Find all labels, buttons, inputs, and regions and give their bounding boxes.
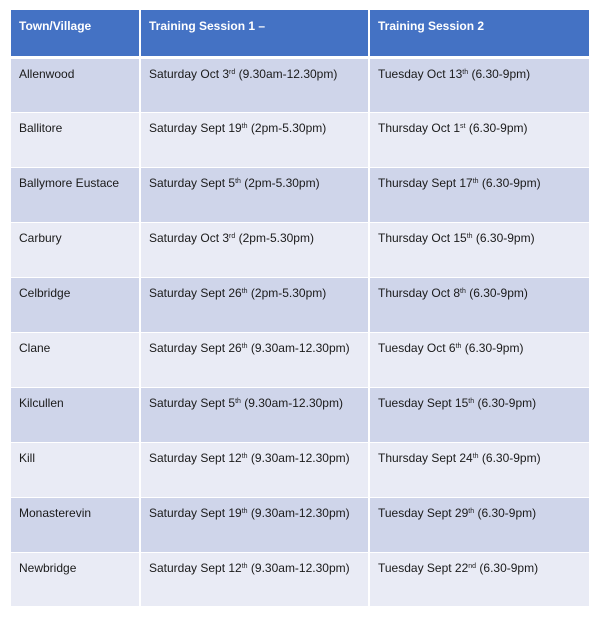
session-date-text: Saturday Sept 5 (149, 395, 236, 410)
session-date-text: Saturday Sept 26 (149, 340, 242, 355)
ordinal-suffix: th (460, 287, 466, 295)
session-time-text: (9.30am-12.30pm) (247, 560, 350, 575)
table-row (11, 442, 589, 497)
training-session-1-cell (140, 277, 369, 332)
training-session-1-cell (140, 57, 369, 112)
table-row (11, 332, 589, 387)
table-row (11, 112, 589, 167)
session-date-text: Tuesday Oct 6 (378, 340, 456, 355)
session-time-text: (9.30am-12.30pm) (235, 66, 338, 81)
ordinal-suffix: th (241, 342, 248, 350)
table-row (11, 552, 589, 606)
table-row (11, 167, 589, 222)
ordinal-suffix: rd (229, 68, 236, 76)
session-date-text: Tuesday Oct 13 (378, 66, 463, 81)
training-session-2-cell (369, 222, 589, 277)
session-time-text: (6.30-9pm) (474, 505, 537, 520)
town-village-cell: Monasterevin (11, 497, 140, 552)
header-training-session-1: Training Session 1 – (140, 10, 369, 57)
session-time-text: (6.30-9pm) (476, 560, 539, 575)
session-date-text: Saturday Sept 5 (149, 175, 236, 190)
town-village-cell: Allenwood (11, 57, 140, 112)
training-session-2-cell (369, 277, 589, 332)
training-schedule-table (11, 10, 589, 607)
session-time-text: (6.30-9pm) (474, 395, 537, 410)
ordinal-suffix: th (462, 68, 469, 76)
town-village-cell: Celbridge (11, 277, 140, 332)
town-village-cell: Kill (11, 442, 140, 497)
table-body (11, 57, 589, 606)
session-time-text: (9.30am-12.30pm) (247, 450, 350, 465)
ordinal-suffix: rd (229, 232, 236, 240)
session-time-text: (6.30-9pm) (472, 230, 535, 245)
session-date-text: Tuesday Sept 22 (378, 560, 469, 575)
table-header-row (11, 10, 589, 57)
table-row (11, 387, 589, 442)
training-session-2-cell (369, 497, 589, 552)
ordinal-suffix: th (235, 397, 241, 405)
ordinal-suffix: th (235, 177, 241, 185)
training-session-1-cell (140, 167, 369, 222)
session-date-text: Thursday Sept 17 (378, 175, 473, 190)
session-time-text: (9.30am-12.30pm) (240, 395, 343, 410)
session-time-text: (6.30-9pm) (461, 340, 524, 355)
training-session-1-cell (140, 387, 369, 442)
training-session-1-cell (140, 332, 369, 387)
training-session-1-cell (140, 552, 369, 606)
training-session-2-cell (369, 57, 589, 112)
session-time-text: (2pm-5.30pm) (240, 175, 320, 190)
session-time-text: (2pm-5.30pm) (235, 230, 314, 245)
session-time-text: (6.30-9pm) (478, 175, 541, 190)
header-training-session-2: Training Session 2 (369, 10, 589, 57)
table-row (11, 222, 589, 277)
session-time-text: (6.30-9pm) (465, 285, 528, 300)
session-time-text: (2pm-5.30pm) (247, 285, 327, 300)
session-time-text: (2pm-5.30pm) (247, 120, 327, 135)
training-session-2-cell (369, 442, 589, 497)
town-village-cell: Ballitore (11, 112, 140, 167)
session-date-text: Tuesday Sept 15 (378, 395, 469, 410)
training-session-2-cell (369, 552, 589, 606)
town-village-cell: Clane (11, 332, 140, 387)
town-village-cell: Kilcullen (11, 387, 140, 442)
table-row (11, 277, 589, 332)
ordinal-suffix: st (460, 122, 466, 130)
table-row (11, 497, 589, 552)
ordinal-suffix: th (468, 397, 475, 405)
training-session-2-cell (369, 167, 589, 222)
training-session-1-cell (140, 112, 369, 167)
session-date-text: Saturday Sept 12 (149, 450, 242, 465)
table-row (11, 57, 589, 112)
ordinal-suffix: th (472, 452, 479, 460)
training-session-2-cell (369, 112, 589, 167)
session-time-text: (6.30-9pm) (465, 120, 528, 135)
ordinal-suffix: th (466, 232, 473, 240)
ordinal-suffix: th (472, 177, 479, 185)
ordinal-suffix: th (468, 507, 475, 515)
session-date-text: Thursday Oct 8 (378, 285, 461, 300)
ordinal-suffix: th (241, 452, 248, 460)
session-date-text: Saturday Sept 19 (149, 120, 242, 135)
ordinal-suffix: th (241, 122, 248, 130)
session-time-text: (9.30am-12.30pm) (247, 340, 350, 355)
session-date-text: Thursday Oct 15 (378, 230, 467, 245)
town-village-cell: Ballymore Eustace (11, 167, 140, 222)
training-session-1-cell (140, 442, 369, 497)
ordinal-suffix: th (241, 507, 248, 515)
session-date-text: Thursday Sept 24 (378, 450, 473, 465)
session-date-text: Tuesday Sept 29 (378, 505, 469, 520)
session-date-text: Saturday Oct 3 (149, 230, 230, 245)
session-date-text: Saturday Oct 3 (149, 66, 230, 81)
session-date-text: Saturday Sept 26 (149, 285, 242, 300)
session-date-text: Saturday Sept 19 (149, 505, 242, 520)
training-session-2-cell (369, 387, 589, 442)
session-date-text: Thursday Oct 1 (378, 120, 461, 135)
training-session-1-cell (140, 497, 369, 552)
town-village-cell: Newbridge (11, 552, 140, 606)
ordinal-suffix: th (455, 342, 462, 350)
training-session-2-cell (369, 332, 589, 387)
ordinal-suffix: th (241, 562, 248, 570)
header-town-village: Town/Village (11, 10, 140, 57)
session-time-text: (9.30am-12.30pm) (247, 505, 350, 520)
ordinal-suffix: nd (468, 562, 477, 570)
ordinal-suffix: th (241, 287, 248, 295)
session-time-text: (6.30-9pm) (468, 66, 531, 81)
training-session-1-cell (140, 222, 369, 277)
session-time-text: (6.30-9pm) (478, 450, 541, 465)
session-date-text: Saturday Sept 12 (149, 560, 242, 575)
town-village-cell: Carbury (11, 222, 140, 277)
